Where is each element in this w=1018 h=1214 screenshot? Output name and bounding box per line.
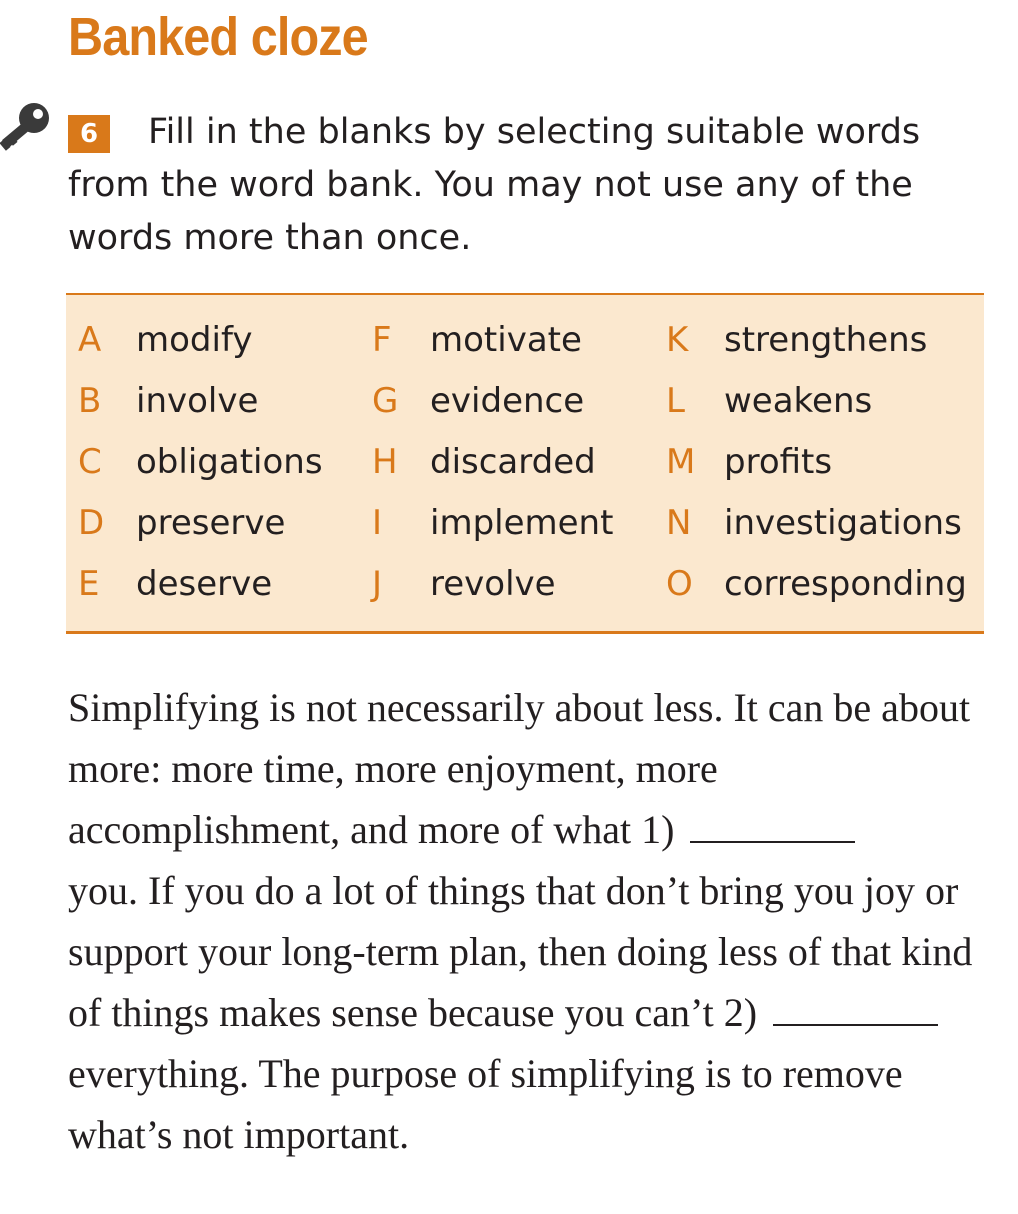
word-bank-letter: O	[666, 563, 693, 604]
word-bank-letter: J	[372, 563, 383, 604]
word-bank-item-l	[666, 370, 872, 431]
word-bank-letter: H	[372, 441, 398, 482]
word-bank-item-d	[78, 492, 285, 553]
word-bank-word: deserve	[136, 563, 273, 604]
cloze-passage	[68, 677, 988, 1165]
exercise-number-badge: 6	[68, 115, 110, 153]
word-bank-word: discarded	[430, 441, 596, 482]
word-bank-word: weakens	[724, 380, 873, 421]
word-bank-word: motivate	[430, 319, 582, 360]
word-bank-item-o	[666, 553, 967, 614]
word-bank-item-e	[78, 553, 272, 614]
blank-1[interactable]	[690, 811, 855, 843]
exercise-instructions: Fill in the blanks by selecting suitable words from the word bank. You may not use any of the words more than once.	[68, 112, 921, 258]
word-bank-letter: A	[78, 319, 102, 360]
word-bank-letter: E	[78, 563, 100, 604]
word-bank-word: obligations	[136, 441, 323, 482]
word-bank-item-c	[78, 431, 323, 492]
word-bank-letter: D	[78, 502, 105, 543]
word-bank-word: involve	[136, 380, 259, 421]
word-bank-word: implement	[430, 502, 614, 543]
word-bank-item-n	[666, 492, 962, 553]
section-title: Banked cloze	[68, 7, 368, 67]
word-bank-item-h	[372, 431, 596, 492]
word-bank-item-b	[78, 370, 258, 431]
word-bank-letter: M	[666, 441, 696, 482]
word-bank-word: evidence	[430, 380, 585, 421]
word-bank-item-k	[666, 309, 927, 370]
word-bank-item-f	[372, 309, 582, 370]
word-bank-word: investigations	[724, 502, 962, 543]
passage-text: everything. The purpose of simplifying is to remove what’s not important.	[68, 1051, 903, 1157]
word-bank-item-i	[372, 492, 613, 553]
word-bank	[66, 293, 984, 634]
word-bank-word: profits	[724, 441, 833, 482]
word-bank-item-j	[372, 553, 556, 614]
word-bank-letter: B	[78, 380, 102, 421]
word-bank-letter: C	[78, 441, 102, 482]
word-bank-item-g	[372, 370, 584, 431]
word-bank-word: modify	[136, 319, 253, 360]
word-bank-letter: L	[666, 380, 685, 421]
word-bank-word: revolve	[430, 563, 556, 604]
passage-text: Simplifying is not necessarily about less. It can be about more: more time, more enjoyment, more accomplishment, and more of what 1)	[68, 685, 971, 852]
key-icon	[0, 100, 52, 156]
blank-2[interactable]	[773, 994, 938, 1026]
word-bank-letter: K	[666, 319, 689, 360]
passage-text: you. If you do a lot of things that don’t bring you joy or support your long-term plan, then doing less of that kind of things makes sense because you can’t 2)	[68, 868, 973, 1035]
word-bank-letter: F	[372, 319, 392, 360]
word-bank-word: strengthens	[724, 319, 928, 360]
word-bank-item-a	[78, 309, 252, 370]
word-bank-letter: G	[372, 380, 399, 421]
word-bank-item-m	[666, 431, 832, 492]
word-bank-letter: I	[372, 502, 383, 543]
word-bank-word: corresponding	[724, 563, 967, 604]
word-bank-word: preserve	[136, 502, 286, 543]
word-bank-letter: N	[666, 502, 692, 543]
